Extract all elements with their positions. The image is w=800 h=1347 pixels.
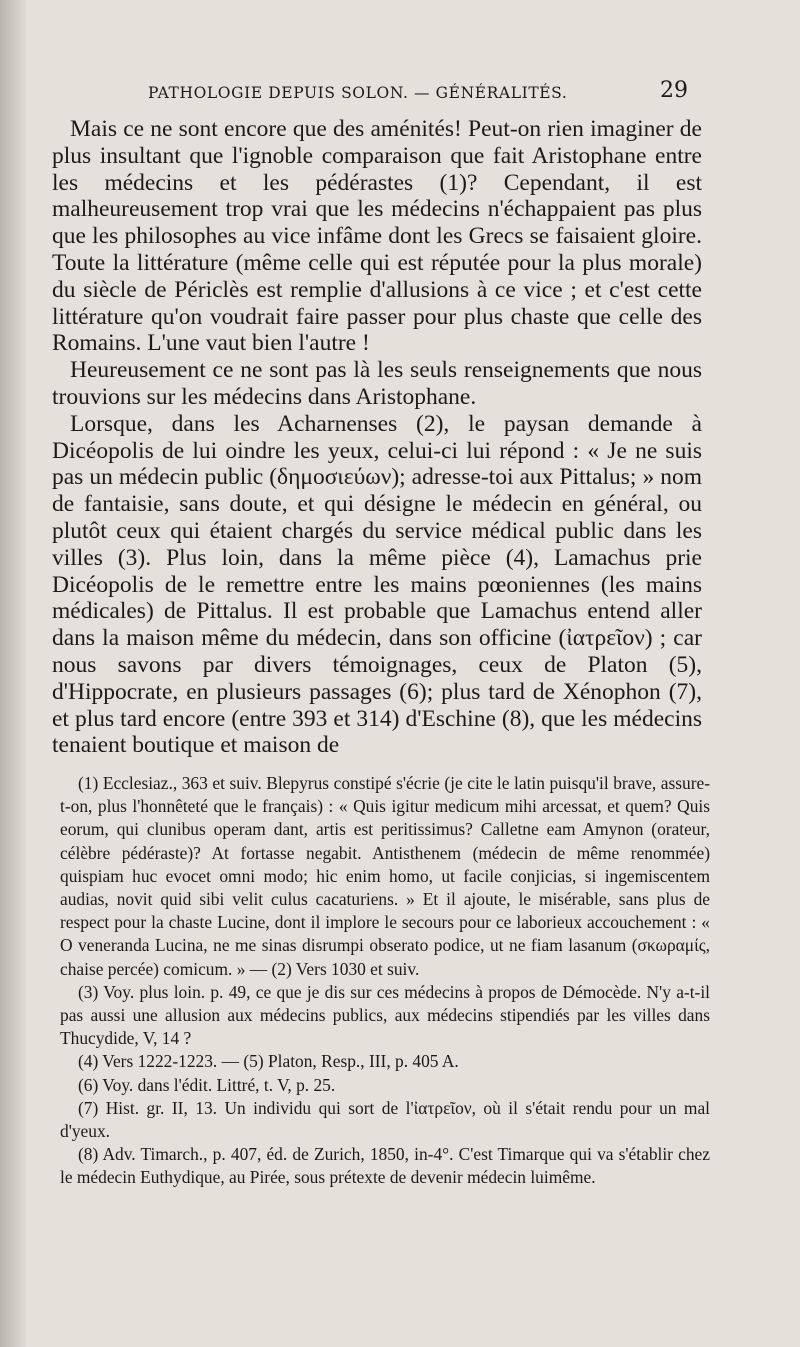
running-head: PATHOLOGIE DEPUIS SOLON. — GÉNÉRALITÉS.	[148, 84, 568, 102]
footnote: (6) Voy. dans l'édit. Littré, t. V, p. 25.	[78, 1074, 336, 1095]
footnote: (1) Ecclesiaz., 363 et suiv. Blepyrus constipé s'écrie (je cite le latin puisqu'il brave, assure-t-on, plus l'honnêteté que le français) : « Quis igitur medicum mihi arcessat, et quem? Quis eorum, qui clunibus operam dant, artis est peritissimus? Calletne eam Amynon (orateur, célèbre pédéraste)? At fortasse negabit. Antisthenem (médecin de même renommée) quispiam huc evocet omni modo; hic enim homo, ut facile conjicias, si ingemiscentem audias, novit quid sibi velit culus cacaturiens. » Et il ajoute, le misérable, sans plus de respect pour la chaste Lucine, dont il implore le secours pour ce laborieux accouchement : « O veneranda Lucina, ne me sinas disrumpi obserato podice, ut ne fiam lasanum (σκωραμίς, chaise percée) comicum. » — (2) Vers 1030 et suiv.	[60, 773, 710, 979]
footnote: (4) Vers 1222-1223. — (5) Platon, Resp., III, p. 405 A.	[78, 1051, 459, 1072]
paragraph: Lorsque, dans les Acharnenses (2), le paysan demande à Dicéopolis de lui oindre les yeux, celui-ci lui répond : « Je ne suis pas un médecin public (δημοσιεύων); adresse-toi aux Pittalus; » nom de fantaisie, sans doute, et qui désigne le médecin en général, ou plutôt ceux qui étaient chargés du service médical public dans les villes (3). Plus loin, dans la même pièce (4), Lamachus prie Dicéopolis de le remettre entre les mains pœoniennes (les mains médicales) de Pittalus. Il est probable que Lamachus entend aller dans la maison même du médecin, dans son officine (ἰατρεῖον) ; car nous savons par divers témoignages, ceux de Platon (5), d'Hippocrate, en plusieurs passages (6); plus tard de Xénophon (7), et plus tard encore (entre 393 et 314) d'Eschine (8), que les médecins tenaient boutique et maison de	[52, 410, 702, 759]
footnotes	[60, 772, 710, 1190]
footnote: (8) Adv. Timarch., p. 407, éd. de Zurich, 1850, in-4°. C'est Timarque qui va s'établir chez le médecin Euthydique, au Pirée, sous prétexte de devenir médecin luimême.	[60, 1144, 710, 1188]
main-text	[52, 116, 702, 759]
page-gutter-shadow	[0, 0, 26, 1347]
paragraph: Heureusement ce ne sont pas là les seuls renseignements que nous trouvions sur les médecins dans Aristophane.	[52, 357, 702, 410]
page-number: 29	[660, 78, 688, 103]
footnote: (7) Hist. gr. II, 13. Un individu qui sort de l'ἰατρεῖον, où il s'était rendu pour un mal d'yeux.	[60, 1097, 710, 1142]
paragraph: Mais ce ne sont encore que des aménités! Peut-on rien imaginer de plus insultant que l'ignoble comparaison que fait Aristophane entre les médecins et les pédérastes (1)? Cependant, il est malheureusement trop vrai que les médecins n'échappaient pas plus que les philosophes au vice infâme dont les Grecs se faisaient gloire. Toute la littérature (même celle qui est réputée pour la plus morale) du siècle de Périclès est remplie d'allusions à ce vice ; et c'est cette littérature qu'on voudrait faire passer pour plus chaste que celle des Romains. L'une vaut bien l'autre !	[52, 116, 702, 357]
page-header	[148, 78, 688, 108]
footnote: (3) Voy. plus loin. p. 49, ce que je dis sur ces médecins à propos de Démocède. N'y a-t-il pas aussi une allusion aux médecins publics, aux médecins stipendiés par les villes dans Thucydide, V, 14 ?	[60, 981, 710, 1049]
